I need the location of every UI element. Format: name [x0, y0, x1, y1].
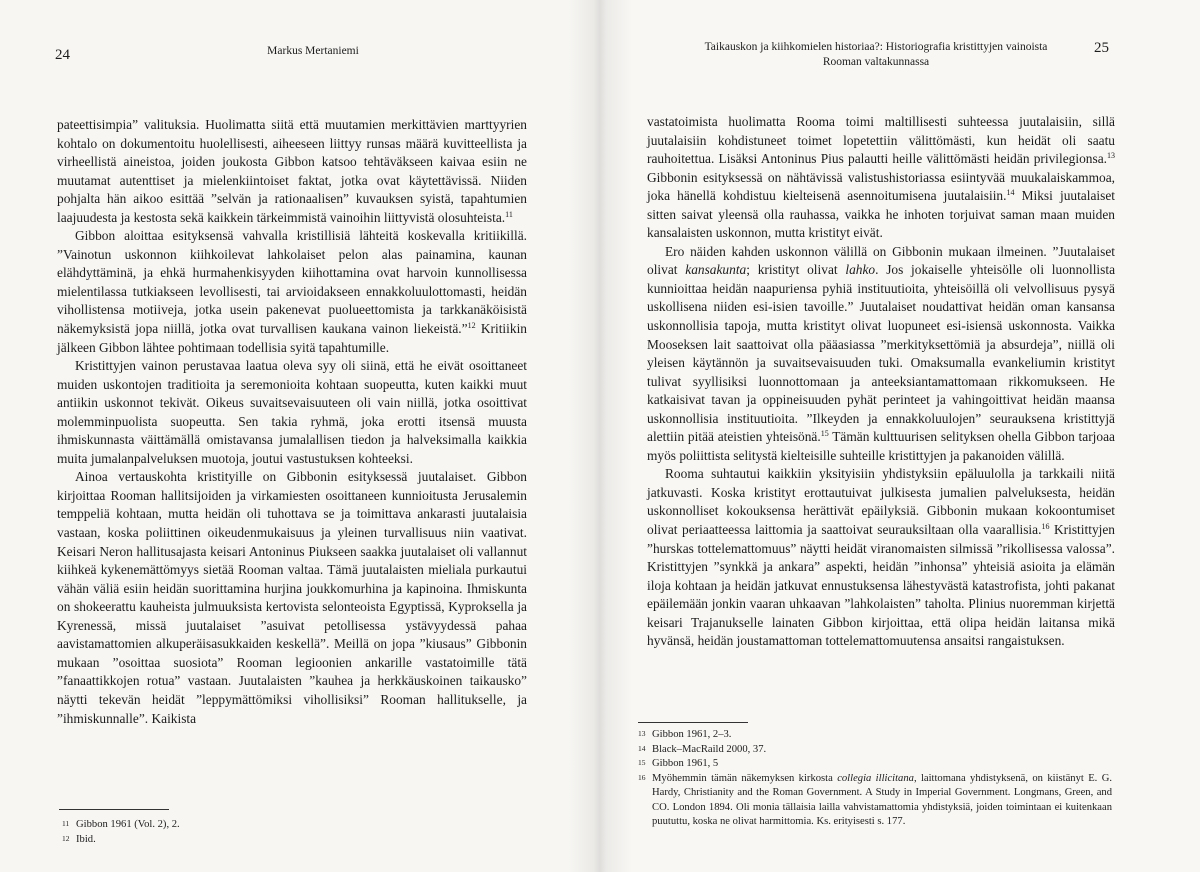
- footnote-text: Myöhemmin tämän näkemyksen kirkosta: [652, 772, 838, 784]
- footnote-ref: 15: [820, 429, 829, 439]
- footnote: [638, 757, 1112, 772]
- paragraph: [57, 357, 527, 468]
- paragraph-text: Kritiikin jälkeen Gibbon lähtee pohtimaan todellisia syitä tapahtumille.: [57, 321, 527, 355]
- running-head-line: Taikauskon ja kiihkomielen historiaa?: Historiografia kristittyjen vainoista: [704, 41, 1048, 53]
- footnote-text: Gibbon 1961, 2–3.: [652, 729, 732, 740]
- footnote-text: Gibbon 1961, 5: [652, 758, 719, 769]
- footnotes: [62, 818, 262, 847]
- right-page: [600, 0, 1200, 872]
- footnote-text: Gibbon 1961 (Vol. 2), 2.: [76, 819, 180, 830]
- paragraph-text: Kristittyjen ”hurskas tottelemattomuus” näytti heidät viranomaisten silmissä ”rikollisessa valossa”. Kristittyjen ”synkkä ja ankara” aspekti, heidän ”inhonsa” yhteisiä asioita ja elämän iloja kohtaan ja heidän jatkuvat ennustuksensa lähestyvästä katastrofista, johti pakanat epäilemään jonkin vaaran uhkaavan ”lahkolaisten” taholta. Plinius nuoremman kirjettä keisari Trajanukselle lainaten Gibbon kirjoittaa, että olipa heidän laitansa mikä hyvänsä, heidän joustamattoman tottelemattomuutensa ansaitsi rangaistuksen.: [647, 522, 1115, 649]
- footnotes: [638, 728, 1112, 830]
- footnote-ref: 14: [1006, 188, 1015, 198]
- body-text: [57, 116, 527, 728]
- footnote: [62, 833, 262, 848]
- paragraph-text: Ainoa vertauskohta kristityille on Gibbonin esityksessä juutalaiset. Gibbon kirjoittaa Rooman hallitsijoiden ja virkamiesten osoittaneen kunnioitusta Jerusalemin temppeliä kohtaan, mutta heidän oli tuhottava se ja toimittava ankarasti juutalaisia vastaan, koska poliittinen oikeudenmukaisuus ja yleinen turvallisuus niin vaativat. Keisari Neron hallitusajasta keisari Antoninus Piukseen saakka juutalaiset oli vallannut kiihkeä kykenemättömyys sietää Rooman valtaa. Tämä juutalaisten mieliala purkautui vähän väliä esiin heidän suorittamina hurjina joukkomurhina ja kapinoina. Ihmiskunta on shokeerattu kauheista julmuuksista kertovista selonteoista Egyptissä, Kyproksella ja Kyrenessä, missä juutalaiset ”asuivat petollisessa ystävyydessä pahaa aavistamattomien alkuperäisasukkaiden keskellä”. Meillä on jopa ”kiusaus” Gibbonin mukaan ”osoittaa suosiota” Rooman legioonien ankarille vastatoimille tätä ”fanaattikkojen rotua” vastaan. Juutalaisten ”kauhea ja herkkäuskoinen taikausko” näytti tekevän heidät ”leppymättömiksi vihollisiksi” Rooman hallitukselle, ja ”ihmiskunnalle”. Kaikista: [57, 469, 527, 726]
- footnote: [638, 728, 1112, 743]
- footnote-number: 11: [62, 819, 70, 828]
- footnote-number: 15: [638, 758, 646, 767]
- page-number: 24: [55, 47, 70, 63]
- footnote-rule: [638, 722, 748, 723]
- paragraph-text: Rooma suhtautui kaikkiin yksityisiin yhdistyksiin epäluulolla ja tarkkaili niitä jatkuvasti. Koska kristityt erottautuivat julkisesta jumalien palveluksesta, heidän uskonnolliset kokouksensa herättivät epäilyksiä. Gibbonin mukaan kokoontumiset olivat periaatteessa laittomia ja saattoivat seurauksiltaan olla vaarallisia.: [647, 466, 1115, 538]
- footnote-number: 16: [638, 772, 646, 782]
- emphasis: collegia illicitana: [837, 772, 914, 784]
- paragraph: [647, 243, 1115, 466]
- paragraph: [647, 465, 1115, 650]
- footnote-number: 12: [62, 833, 70, 843]
- paragraph-text: vastatoimista huolimatta Rooma toimi maltillisesti suhteessa juutalaisiin, sillä juutalaisiin kohdistuneet toimet lopetettiin välittömästi, kun heidät oli saatu rauhoitettua. Lisäksi Antoninus Pius palautti heille välittömästi heidän privilegionsa.: [647, 114, 1115, 167]
- paragraph-text: Gibbon aloittaa esityksensä vahvalla kristillisiä lähteitä koskevalla kritiikillä. ”Vainotun uskonnon kiihkoilevat lahkolaiset pelon alas painamina, kaunan elähdyttäminä, ja ehkä hurmahenkisyyden kiihottamina ovat harvoin kunnollisessa mielentilassa tutkiakseen levollisesti, tai arvioidakseen ennakkoluulottomasti, heidän vihollistensa motiiveja, jotka usein pakenevat puolueettomista ja tarkkanäköisistä näkemyksistä jopa niillä, jotka ovat turvallisen kaukana vainon liekeistä.”: [57, 228, 527, 337]
- paragraph-text: Miksi juutalaiset sitten saivat yleensä olla rauhassa, vaikka he inhoten torjuivat saman maan muiden kansalaisten uskonnon, mutta kristityt eivät.: [647, 188, 1116, 241]
- footnote-ref: 13: [1107, 151, 1115, 161]
- paragraph-text: . Jos jokaiselle yhteisölle oli luonnollista kunnioittaa heidän naapuriensa pyhiä instituutioita, yhteisöillä oli velvollisuus pysyä uskollisena niiden esi-isien tavoille.” Juutalaiset noudattivat heidän oman kansansa uskonnollisia tapoja, mutta kristityt olivat luopuneet esi-isiensä uskonnosta. Vaikka Mooseksen lait saattoivat olla pääasiassa ”merkityksettömiä ja absurdeja”, niillä oli yleisen käytännön ja suvaitsevaisuuden tuki. Omaksumalla evankeliumin kristityt tulivat syyllisiksi luonnottomaan ja anteeksiantamattomaan rikkomukseen. He katkaisivat tavan ja oppineisuuden pyhät perinteet ja vahingoittivat heidän maansa uskonnollisia instituutioita. ”Ilkeyden ja ennakkoluulojen” seurauksena kristittyjä alettiin pitää ateistien yhteisönä.: [647, 262, 1116, 445]
- footnote-ref: 16: [1041, 522, 1050, 532]
- footnote-number: 13: [638, 729, 646, 738]
- footnote-text: Ibid.: [76, 833, 96, 845]
- running-head-line: Rooman valtakunnassa: [822, 56, 930, 68]
- footnote-number: 14: [638, 743, 646, 753]
- paragraph-text: ; kristityt olivat: [746, 262, 846, 278]
- footnote-rule: [59, 809, 169, 810]
- running-head: Markus Mertaniemi: [267, 45, 359, 57]
- footnote: [638, 743, 1112, 758]
- paragraph-text: Kristittyjen vainon perustavaa laatua oleva syy oli siinä, että he eivät osoittaneet muiden uskontojen traditioita ja seremonioita kohtaan suopeutta, kuten kaikki muut antiikin uskonnot tekivät. Oikeus suvaitsevaisuuteen oli vain niillä, jotka osoittivat molemminpuolista suopeutta. Sen takia ryhmä, joka erotti itsensä muusta ihmiskunnasta väittämällä omistavansa jumalallisen tiedon ja halveksimalla kaikkia muita jumalanpalveluksen muotoja, joutui vastustuksen kohteeksi.: [57, 358, 527, 466]
- paragraph: [57, 468, 527, 728]
- paragraph-text: Tämän kulttuurisen selityksen ohella Gibbon tarjoaa myös poliittista selitystä kielteisille suhteille kristittyjen ja pakanoiden välillä.: [647, 429, 1115, 463]
- footnote: [62, 818, 262, 833]
- paragraph: [647, 113, 1115, 243]
- footnote: [638, 772, 1112, 830]
- paragraph-text: Gibbonin esityksessä on nähtävissä valistushistoriassa esiintyvää muukalaiskammoa, joka hänellä kohdistuu kielteisenä asennoitumisena juutalaisiin.: [647, 169, 1115, 204]
- footnote-text: , laittomana yhdistyksenä, on kiistänyt E. G. Hardy, Christianity and the Roman Government. A Study in Imperial Government. Longmans, Green, and CO. London 1894. Oli monia tällaisia lailla vahvistamattomia yhdistyksiä, joiden toimintaan ei kuitenkaan puututtu, koska ne olivat harmittomia. Ks. erityisesti s. 177.: [652, 772, 1112, 827]
- emphasis: lahko: [845, 262, 876, 278]
- page-number: 25: [1094, 40, 1109, 56]
- paragraph-text: pateettisimpia” valituksia. Huolimatta siitä että muutamien merkittävien marttyyrien kohtalo on dokumentoitu huolellisesti, aiheeseen liittyy runsas määrä kuvitteellista ja virheellistä aineistoa, joiden joukosta Gibbon katsoo tehtäväkseen kaivaa esiin ne muutamat autenttiset ja mielenkiintoiset faktat, jotka ovat käytettävissä. Niiden pohjalta hän aikoo esittää ”selvän ja rationaalisen” kuvauksen syistä, tapahtumien laajuudesta ja kestosta sekä kaikkein tärkeimmistä vainoihin liittyvistä olosuhteista.: [57, 117, 527, 225]
- paragraph: [57, 227, 527, 357]
- emphasis: kansakunta: [685, 262, 747, 278]
- paragraph-text: Ero näiden kahden uskonnon välillä on Gibbonin mukaan ilmeinen. ”Juutalaiset olivat: [647, 243, 1115, 278]
- footnote-text: Black–MacRaild 2000, 37.: [652, 743, 767, 755]
- footnote-ref: 11: [505, 209, 513, 219]
- running-head: [686, 40, 1066, 70]
- body-text: [647, 113, 1115, 651]
- paragraph: [57, 116, 527, 227]
- footnote-ref: 12: [467, 321, 476, 331]
